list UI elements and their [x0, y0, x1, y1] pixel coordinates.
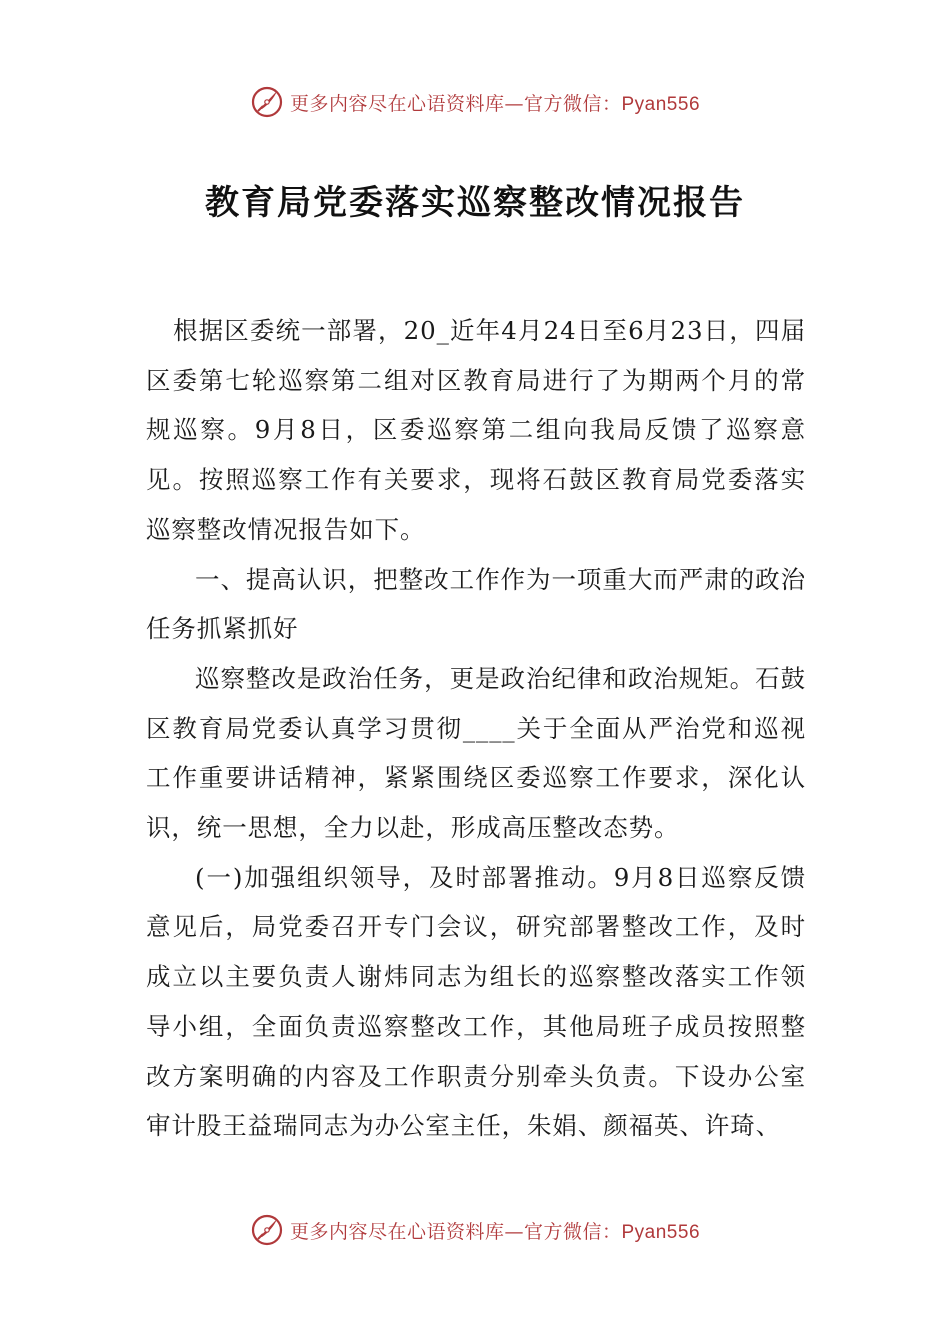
banner-label: 更多内容尽在心语资料库—官方微信： [289, 92, 622, 115]
header-banner [0, 82, 950, 122]
footer-banner [0, 1210, 950, 1250]
section-heading: 一、提高认识，把整改工作作为一项重大而严肃的政治任务抓紧抓好 [146, 564, 806, 644]
paragraph: (一)加强组织领导，及时部署推动。9月8日巡察反馈意见后，局党委召开专门会议，研究部署整改工作，及时成立以主要负责人谢炜同志为组长的巡察整改落实工作领导小组，全面负责巡察整改工作，其他局班子成员按照整改方案明确的内容及工作职责分别牵头负责。下设办公室审计股王益瑞同志为办公室主任，朱娟、颜福英、许琦、 [146, 862, 806, 1141]
banner-label: 更多内容尽在心语资料库—官方微信： [289, 1220, 622, 1243]
banner-wechat-id: Pyan556 [621, 93, 701, 115]
banner-text [290, 89, 700, 116]
document-body [146, 306, 806, 1151]
document-title: 教育局党委落实巡察整改情况报告 [205, 183, 745, 223]
quill-pen-logo-icon [250, 85, 284, 119]
quill-pen-logo-icon [250, 1213, 284, 1247]
paragraph: 根据区委统一部署，20_近年4月24日至6月23日，四届区委第七轮巡察第二组对区教育局进行了为期两个月的常规巡察。9月8日，区委巡察第二组向我局反馈了巡察意见。按照巡察工作有关要求，现将石鼓区教育局党委落实巡察整改情况报告如下。 [146, 316, 806, 544]
paragraph: 巡察整改是政治任务，更是政治纪律和政治规矩。石鼓区教育局党委认真学习贯彻____关于全面从严治党和巡视工作重要讲话精神，紧紧围绕区委巡察工作要求，深化认识，统一思想，全力以赴，形成高压整改态势。 [146, 663, 806, 843]
banner-wechat-id: Pyan556 [621, 1221, 701, 1243]
banner-text [290, 1217, 700, 1244]
